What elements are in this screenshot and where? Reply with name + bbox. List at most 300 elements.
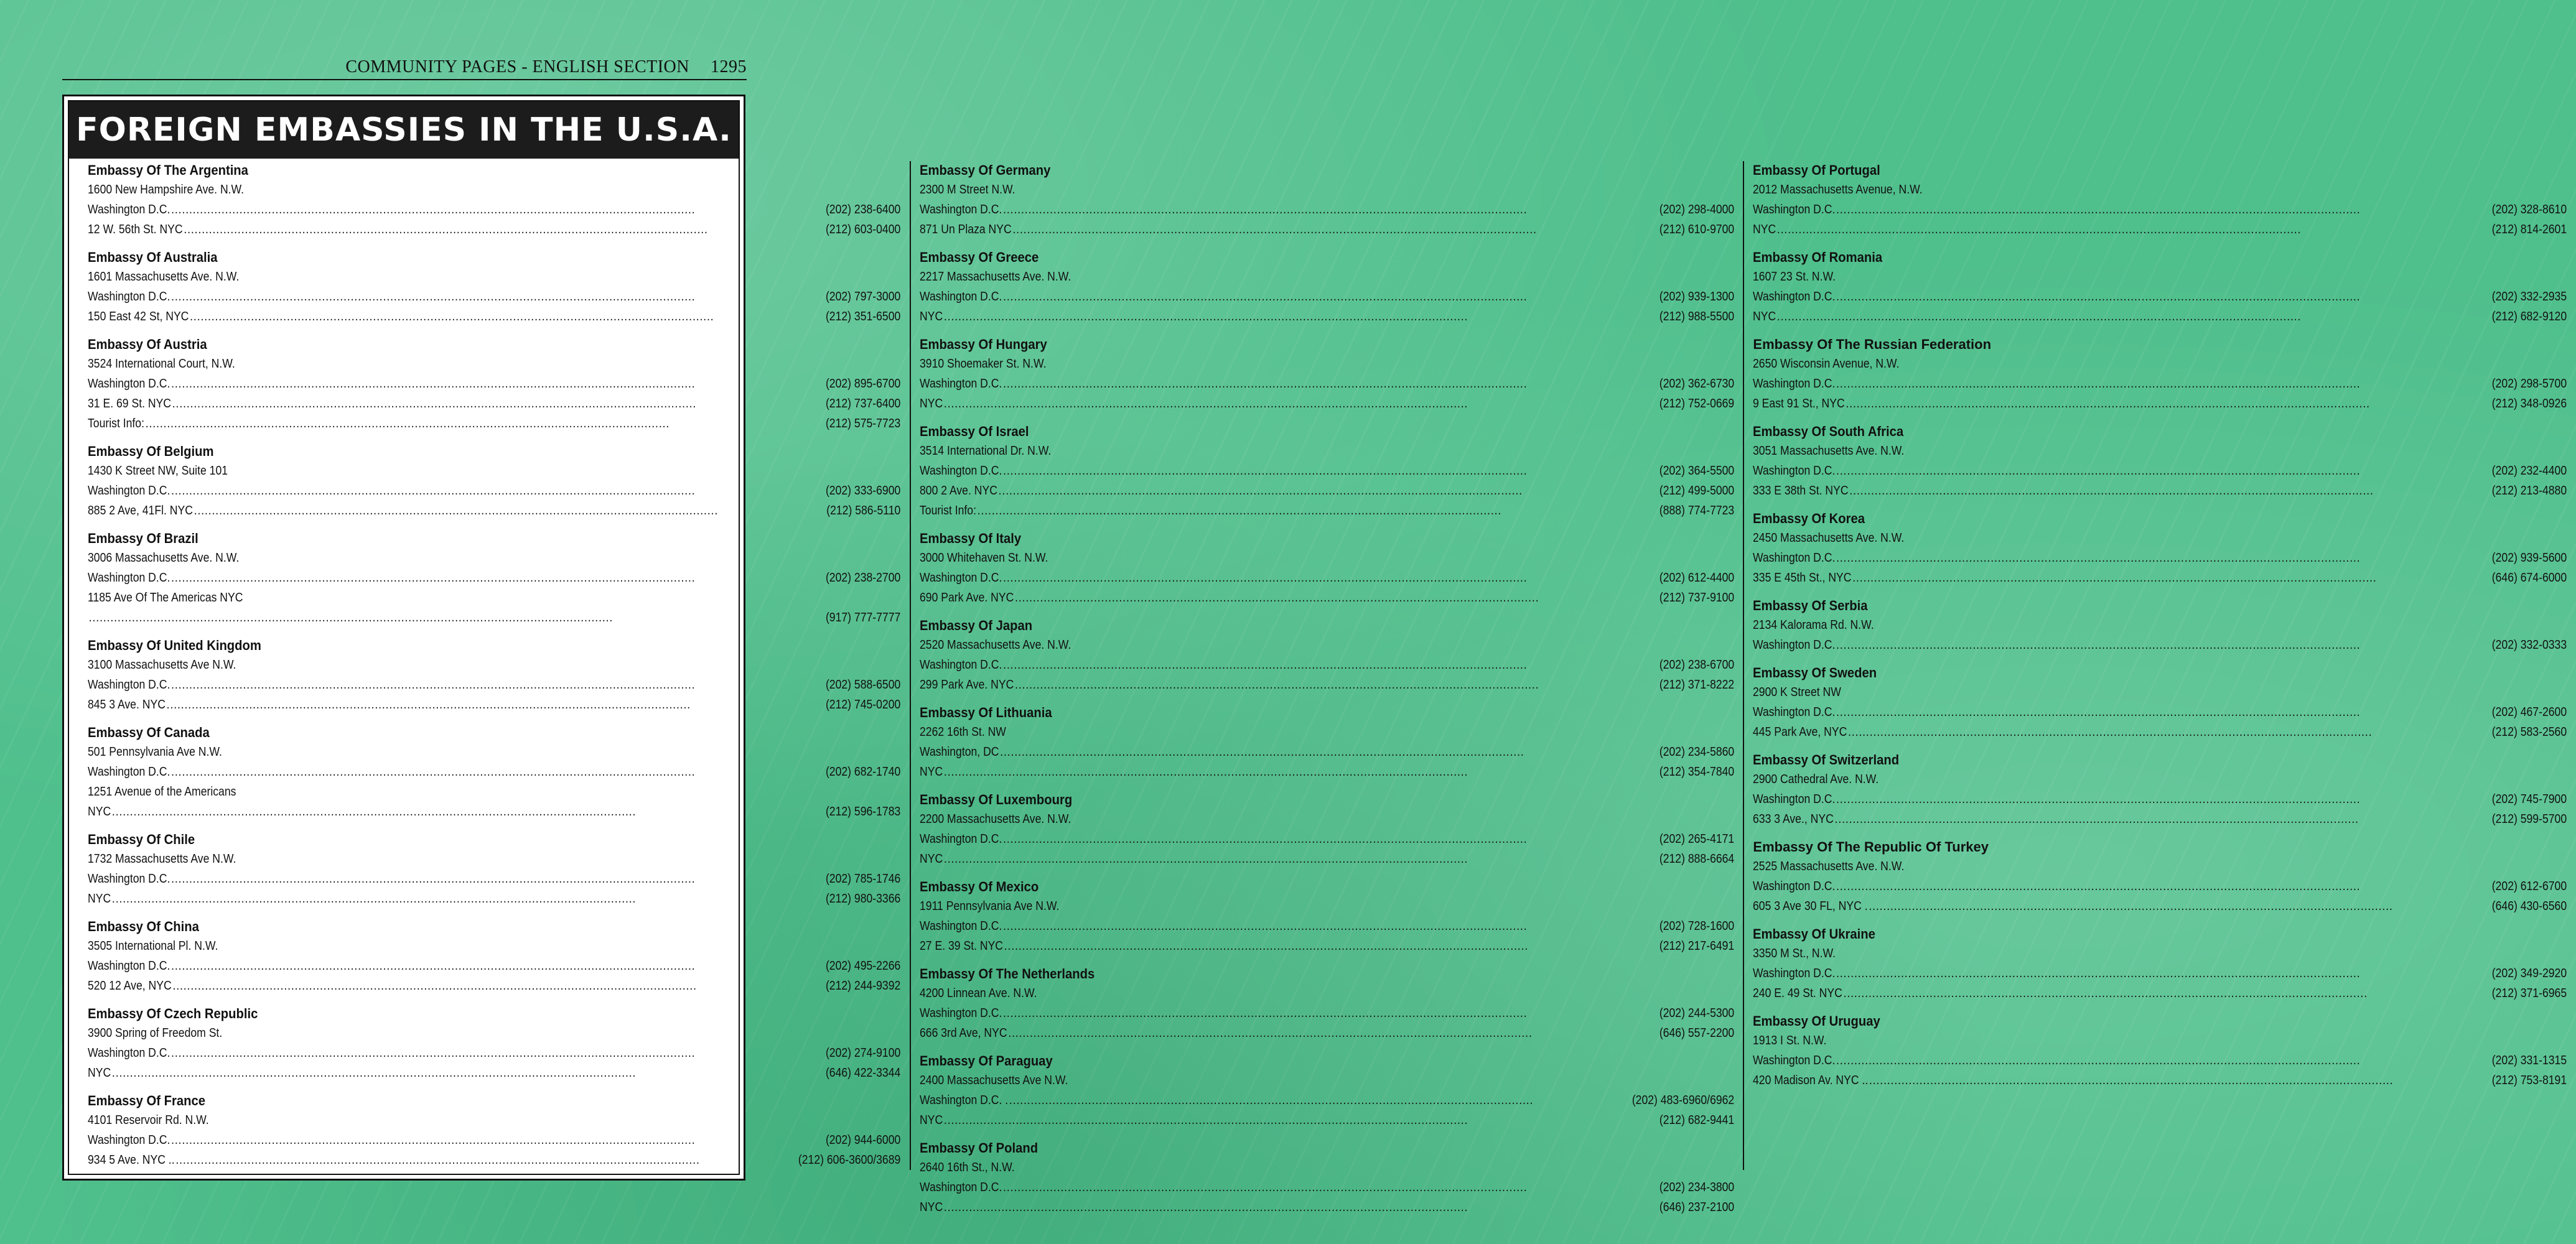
- phone-row: [88, 1130, 900, 1150]
- embassy-address-extra: 1185 Ave Of The Americas NYC: [88, 591, 243, 605]
- dot-leader: [1835, 809, 2491, 829]
- phone-row: [920, 220, 1734, 239]
- phone-number: (212) 745-0200: [825, 698, 901, 712]
- phone-number: (202) 298-5700: [2492, 377, 2567, 391]
- phone-row: [88, 374, 900, 394]
- phone-label: 666 3rd Ave, NYC: [919, 1026, 1007, 1040]
- embassy-entry: [88, 248, 901, 327]
- embassy-entry: [920, 161, 1735, 239]
- embassy-entry: [1753, 1012, 2567, 1090]
- dot-leader: [998, 481, 1658, 501]
- dot-leader: [1837, 374, 2491, 394]
- embassy-address: 3524 International Court, N.W.: [88, 357, 235, 371]
- phone-number: (202) 364-5500: [1659, 464, 1734, 478]
- embassy-address: 2525 Massachusetts Ave. N.W.: [1753, 860, 1905, 873]
- phone-label: 335 E 45th St., NYC: [1753, 571, 1852, 585]
- phone-label: Washington D.C.: [88, 1133, 170, 1147]
- dot-leader: [112, 889, 824, 909]
- embassy-entry: [920, 529, 1735, 608]
- phone-number: (202) 939-1300: [1659, 290, 1734, 304]
- embassy-address: 3051 Massachusetts Ave. N.W.: [1753, 444, 1905, 458]
- phone-label: 885 2 Ave, 41Fl. NYC: [88, 504, 193, 518]
- phone-number: (202) 362-6730: [1659, 377, 1734, 391]
- phone-label: NYC: [88, 892, 111, 906]
- embassy-address: 1430 K Street NW, Suite 101: [88, 464, 228, 478]
- embassy-address: 2134 Kalorama Rd. N.W.: [1753, 618, 1875, 632]
- phone-label: 871 Un Plaza NYC: [919, 223, 1012, 236]
- embassy-entry: [920, 791, 1735, 869]
- phone-row: [920, 1110, 1734, 1130]
- phone-row: [920, 829, 1734, 849]
- embassy-address: 1732 Massachusetts Ave N.W.: [88, 852, 236, 866]
- phone-row: [88, 220, 900, 239]
- embassy-directory-frame: [62, 95, 2567, 1214]
- phone-number: (646) 422-3344: [825, 1066, 901, 1080]
- phone-row: [1753, 307, 2567, 327]
- dot-leader: [1003, 461, 1658, 481]
- phone-number: (202) 944-6000: [825, 1133, 901, 1147]
- embassy-address: 2200 Massachusetts Ave. N.W.: [919, 812, 1071, 826]
- embassy-name: Embassy Of Switzerland: [1753, 752, 1900, 768]
- phone-row: [920, 461, 1734, 481]
- title-bar: [69, 101, 739, 159]
- phone-label: Washington D.C.: [88, 959, 170, 973]
- phone-row: [88, 762, 900, 782]
- dot-leader: [1003, 829, 1658, 849]
- section-title: COMMUNITY PAGES - ENGLISH SECTION: [345, 57, 689, 77]
- phone-label: NYC: [1753, 310, 1776, 323]
- dot-leader: [1003, 200, 1658, 220]
- phone-label: NYC: [1753, 223, 1776, 236]
- phone-row: [88, 889, 900, 909]
- dot-leader: [1009, 1090, 1631, 1110]
- phone-row: [88, 394, 900, 414]
- phone-row: [920, 675, 1734, 695]
- phone-label: Washington D.C. .: [919, 1093, 1008, 1107]
- page-number: 1295: [711, 57, 747, 77]
- phone-row: [920, 501, 1734, 521]
- phone-number: (202) 238-6400: [825, 203, 901, 216]
- dot-leader: [171, 1130, 824, 1150]
- phone-label: Washington D.C.: [88, 678, 170, 692]
- phone-number: (212) 980-3366: [825, 892, 901, 906]
- phone-label: 845 3 Ave. NYC: [88, 698, 166, 712]
- phone-number: (212) 583-2560: [2492, 725, 2567, 739]
- embassy-name: Embassy Of The Argentina: [88, 162, 248, 178]
- embassy-entry: [88, 830, 901, 909]
- phone-row: [1753, 722, 2567, 742]
- embassy-address: 1607 23 St. N.W.: [1753, 270, 1836, 284]
- dot-leader: [1008, 1023, 1658, 1043]
- embassy-entry: [1753, 664, 2567, 742]
- embassy-entry: [1753, 161, 2567, 239]
- phone-label: Washington D.C.: [88, 377, 170, 391]
- dot-leader: [172, 976, 824, 996]
- phone-label: Washington D.C.: [1753, 1054, 1836, 1067]
- phone-number: (888) 774-7723: [1659, 504, 1734, 518]
- phone-row: [1753, 548, 2567, 568]
- embassy-address: 3910 Shoemaker St. N.W.: [919, 357, 1047, 371]
- phone-row: [1753, 1070, 2567, 1090]
- embassy-name: Embassy Of Australia: [88, 249, 218, 265]
- phone-number: (646) 237-2100: [1659, 1200, 1734, 1214]
- embassy-entry: [920, 335, 1735, 414]
- embassy-entry: [1753, 248, 2567, 327]
- embassy-name: Embassy Of Belgium: [88, 443, 214, 459]
- phone-row: [1753, 635, 2567, 655]
- embassy-entry: [88, 723, 901, 822]
- phone-row: [88, 200, 900, 220]
- phone-row: [920, 1003, 1734, 1023]
- dot-leader: [171, 374, 824, 394]
- phone-row: [920, 307, 1734, 327]
- phone-number: (202) 274-9100: [825, 1046, 901, 1060]
- phone-number: (212) 603-0400: [825, 223, 901, 236]
- embassy-name: Embassy Of Luxembourg: [919, 792, 1072, 807]
- dot-leader: [1003, 568, 1658, 588]
- phone-number: (202) 728-1600: [1659, 919, 1734, 933]
- phone-label: 934 5 Ave. NYC ..: [88, 1153, 175, 1167]
- dot-leader: [1846, 394, 2491, 414]
- phone-label: Washington D.C.: [919, 1006, 1002, 1020]
- embassy-name: Embassy Of Canada: [88, 725, 210, 740]
- phone-number: (202) 612-6700: [2492, 880, 2567, 893]
- dot-leader: [944, 849, 1658, 869]
- phone-number: (646) 430-6560: [2492, 899, 2567, 913]
- embassy-entry: [1753, 422, 2567, 501]
- dot-leader: [89, 608, 824, 628]
- embassy-name: Embassy Of Germany: [919, 162, 1051, 178]
- dot-leader: [1848, 722, 2491, 742]
- phone-label: 800 2 Ave. NYC: [919, 484, 997, 498]
- phone-number: (202) 234-5860: [1659, 745, 1734, 759]
- phone-label: NYC: [919, 310, 943, 323]
- phone-label: NYC: [919, 1200, 943, 1214]
- phone-number: (202) 612-4400: [1659, 571, 1734, 585]
- embassy-name: Embassy Of Chile: [88, 832, 195, 847]
- embassy-address: 1600 New Hampshire Ave. N.W.: [88, 183, 245, 197]
- embassy-name: Embassy Of Hungary: [919, 337, 1047, 352]
- phone-label: 445 Park Ave, NYC: [1753, 725, 1847, 739]
- phone-label: NYC: [919, 765, 943, 779]
- dot-leader: [112, 802, 824, 822]
- embassy-entry: [1753, 335, 2567, 414]
- dot-leader: [1837, 1051, 2491, 1070]
- phone-label: Washington D.C.: [1753, 203, 1836, 216]
- dot-leader: [1837, 635, 2491, 655]
- phone-number: (202) 483-6960/6962: [1631, 1093, 1734, 1107]
- running-header: [62, 53, 747, 77]
- phone-row: [88, 1150, 900, 1170]
- column-2: [910, 161, 1743, 1214]
- phone-row: [1753, 568, 2567, 588]
- dot-leader: [1837, 461, 2491, 481]
- phone-number: (202) 797-3000: [825, 290, 901, 304]
- phone-label: Washington D.C.: [88, 290, 170, 304]
- phone-number: (212) 575-7723: [825, 417, 901, 430]
- phone-row: [1753, 963, 2567, 983]
- phone-label: Washington D.C.: [1753, 290, 1836, 304]
- embassy-address: 3100 Massachusetts Ave N.W.: [88, 658, 236, 672]
- embassy-entry: [1753, 925, 2567, 1003]
- phone-number: (212) 888-6664: [1659, 852, 1734, 866]
- phone-number: (212) 348-0926: [2492, 397, 2567, 411]
- embassy-name: Embassy Of Austria: [88, 337, 207, 352]
- embassy-name: Embassy Of Mexico: [919, 879, 1038, 894]
- phone-number: (212) 351-6500: [825, 310, 901, 323]
- embassy-name: Embassy Of Portugal: [1753, 162, 1881, 178]
- phone-number: (212) 988-5500: [1659, 310, 1734, 323]
- phone-row: [920, 762, 1734, 782]
- dot-leader: [1777, 220, 2491, 239]
- phone-row: [920, 1023, 1734, 1043]
- embassy-address: 2520 Massachusetts Ave. N.W.: [919, 638, 1071, 652]
- phone-row: [1753, 287, 2567, 307]
- dot-leader: [977, 501, 1658, 521]
- column-3: [1743, 161, 2576, 1170]
- phone-label: Washington D.C.: [1753, 377, 1836, 391]
- phone-label: Washington D.C.: [88, 571, 170, 585]
- dot-leader: [1015, 588, 1658, 608]
- phone-label: NYC: [919, 1113, 943, 1127]
- dot-leader: [171, 481, 824, 501]
- embassy-address: 2450 Massachusetts Ave. N.W.: [1753, 531, 1905, 545]
- phone-number: (646) 557-2200: [1659, 1026, 1734, 1040]
- phone-label: 27 E. 39 St. NYC: [919, 939, 1003, 953]
- embassy-address: 1911 Pennsylvania Ave N.W.: [919, 899, 1060, 913]
- phone-row: [920, 849, 1734, 869]
- dot-leader: [171, 762, 824, 782]
- phone-number: (202) 331-1315: [2492, 1054, 2567, 1067]
- phone-label: Washington D.C.: [1753, 792, 1836, 806]
- phone-label: 605 3 Ave 30 FL, NYC .: [1753, 899, 1868, 913]
- phone-number: (202) 588-6500: [825, 678, 901, 692]
- phone-label: NYC: [919, 397, 943, 411]
- phone-row: [88, 1063, 900, 1083]
- embassy-address: 3006 Massachusetts Ave. N.W.: [88, 551, 240, 565]
- phone-row: [88, 287, 900, 307]
- phone-row: [1753, 200, 2567, 220]
- phone-number: (212) 599-5700: [2492, 812, 2567, 826]
- dot-leader: [1777, 307, 2491, 327]
- embassy-address: 3900 Spring of Freedom St.: [88, 1026, 223, 1040]
- phone-row: [1753, 702, 2567, 722]
- dot-leader: [1837, 789, 2491, 809]
- phone-number: (202) 232-4400: [2492, 464, 2567, 478]
- phone-label: 633 3 Ave., NYC: [1753, 812, 1834, 826]
- embassy-name: Embassy Of Sweden: [1753, 665, 1877, 680]
- phone-number: (212) 499-5000: [1659, 484, 1734, 498]
- dot-leader: [146, 414, 824, 434]
- embassy-address: 2012 Massachusetts Avenue, N.W.: [1753, 183, 1923, 197]
- phone-row: [920, 588, 1734, 608]
- phone-label: Washington D.C.: [919, 464, 1002, 478]
- phone-row: [88, 1043, 900, 1063]
- phone-number: (646) 674-6000: [2492, 571, 2567, 585]
- phone-number: (202) 785-1746: [825, 872, 901, 886]
- phone-number: (212) 753-8191: [2492, 1074, 2567, 1087]
- phone-number: (212) 682-9120: [2492, 310, 2567, 323]
- phone-label: Washington, DC: [919, 745, 999, 759]
- embassy-name: Embassy Of Israel: [919, 424, 1029, 439]
- embassy-entry: [920, 422, 1735, 521]
- embassy-entry: [88, 442, 901, 521]
- embassy-address: 4200 Linnean Ave. N.W.: [919, 986, 1037, 1000]
- embassy-address: 2400 Massachusetts Ave N.W.: [919, 1074, 1068, 1087]
- embassy-name: Embassy Of Brazil: [88, 531, 198, 546]
- embassy-entry: [1753, 596, 2567, 655]
- frame-inner: [68, 100, 2567, 1214]
- phone-number: (202) 745-7900: [2492, 792, 2567, 806]
- embassy-entry: [920, 878, 1735, 956]
- embassy-name: Embassy Of Paraguay: [919, 1053, 1053, 1069]
- dot-leader: [1003, 1003, 1658, 1023]
- dot-leader: [944, 1197, 1658, 1217]
- embassy-entry: [1753, 751, 2567, 829]
- embassy-entry: [88, 335, 901, 434]
- embassy-entry: [88, 529, 901, 628]
- phone-label: Washington D.C.: [919, 290, 1002, 304]
- dot-leader: [1837, 548, 2491, 568]
- dot-leader: [1837, 963, 2491, 983]
- embassy-address: 2650 Wisconsin Avenue, N.W.: [1753, 357, 1900, 371]
- phone-number: (202) 265-4171: [1659, 832, 1734, 846]
- dot-leader: [944, 394, 1658, 414]
- embassy-name: Embassy Of China: [88, 919, 199, 934]
- header-rule: [62, 79, 747, 80]
- dot-leader: [1000, 742, 1658, 762]
- embassy-entry: [88, 917, 901, 996]
- dot-leader: [1837, 287, 2491, 307]
- embassy-address: 1913 I St. N.W.: [1753, 1034, 1827, 1047]
- phone-row: [920, 936, 1734, 956]
- dot-leader: [175, 1150, 797, 1170]
- phone-label: 9 East 91 St., NYC: [1753, 397, 1846, 411]
- phone-label: 690 Park Ave. NYC: [919, 591, 1014, 605]
- dot-leader: [1004, 936, 1658, 956]
- embassy-name: Embassy Of Ukraine: [1753, 926, 1876, 942]
- phone-row: [1753, 481, 2567, 501]
- dot-leader: [1003, 374, 1658, 394]
- phone-label: 520 12 Ave, NYC: [88, 979, 172, 993]
- phone-number: (212) 586-5110: [826, 504, 901, 518]
- embassy-address: 2640 16th St., N.W.: [919, 1161, 1015, 1174]
- phone-number: (212) 371-6965: [2492, 986, 2567, 1000]
- embassy-entry: [920, 965, 1735, 1043]
- phone-row: [1753, 896, 2567, 916]
- phone-row: [88, 869, 900, 889]
- embassy-entry: [920, 1139, 1735, 1217]
- dot-leader: [171, 200, 824, 220]
- embassy-address: 1601 Massachusetts Ave. N.W.: [88, 270, 240, 284]
- phone-number: (917) 777-7777: [825, 611, 901, 624]
- embassy-name: Embassy Of France: [88, 1093, 206, 1108]
- phone-number: (212) 737-9100: [1659, 591, 1734, 605]
- dot-leader: [171, 568, 824, 588]
- phone-label: Tourist Info:: [88, 417, 144, 430]
- dot-leader: [1837, 876, 2491, 896]
- embassy-name: Embassy Of Greece: [919, 249, 1039, 265]
- embassy-name: Embassy Of Japan: [919, 618, 1032, 633]
- phone-row: [1753, 1051, 2567, 1070]
- embassy-entry: [88, 1005, 901, 1083]
- phone-row: [920, 481, 1734, 501]
- embassy-name: Embassy Of Korea: [1753, 511, 1865, 526]
- phone-number: (212) 213-4880: [2492, 484, 2567, 498]
- phone-row: [1753, 876, 2567, 896]
- phone-row: [88, 976, 900, 996]
- phone-row: [88, 568, 900, 588]
- embassy-address: 3505 International Pl. N.W.: [88, 939, 218, 953]
- phone-number: (202) 332-2935: [2492, 290, 2567, 304]
- phone-label: 420 Madison Av. NYC ..: [1753, 1074, 1869, 1087]
- embassy-address: 4101 Reservoir Rd. N.W.: [88, 1113, 209, 1127]
- phone-row: [88, 956, 900, 976]
- phone-row: [920, 200, 1734, 220]
- phone-row: [1753, 220, 2567, 239]
- phone-row: [88, 802, 900, 822]
- embassy-address: 2900 Cathedral Ave. N.W.: [1753, 773, 1879, 786]
- phone-number: (202) 244-5300: [1659, 1006, 1734, 1020]
- phone-label: Washington D.C.: [88, 872, 170, 886]
- embassy-name: Embassy Of The Netherlands: [919, 966, 1094, 982]
- phone-number: (202) 332-0333: [2492, 638, 2567, 652]
- phone-number: (212) 217-6491: [1659, 939, 1734, 953]
- phone-number: (212) 371-8222: [1659, 678, 1734, 692]
- embassy-address: 3000 Whitehaven St. N.W.: [919, 551, 1048, 565]
- dot-leader: [171, 1043, 824, 1063]
- dot-leader: [171, 675, 824, 695]
- embassy-entry: [1753, 838, 2567, 916]
- phone-row: [920, 394, 1734, 414]
- phone-number: (202) 349-2920: [2492, 967, 2567, 980]
- phone-label: NYC: [919, 852, 943, 866]
- phone-row: [1753, 789, 2567, 809]
- dot-leader: [190, 307, 824, 327]
- dot-leader: [1003, 287, 1658, 307]
- phone-row: [88, 414, 900, 434]
- dot-leader: [944, 762, 1658, 782]
- dot-leader: [112, 1063, 824, 1083]
- phone-row: [920, 742, 1734, 762]
- phone-number: (202) 939-5600: [2492, 551, 2567, 565]
- embassy-name: Embassy Of Serbia: [1753, 598, 1868, 613]
- phone-label: Washington D.C.: [919, 919, 1002, 933]
- phone-row: [1753, 809, 2567, 829]
- embassy-entry: [920, 1052, 1735, 1130]
- phone-number: (202) 238-2700: [825, 571, 901, 585]
- phone-number: (202) 333-6900: [825, 484, 901, 498]
- phone-label: Washington D.C.: [88, 1046, 170, 1060]
- phone-row: [88, 608, 900, 628]
- embassy-name: Embassy Of Poland: [919, 1140, 1038, 1156]
- phone-label: Washington D.C.: [1753, 880, 1836, 893]
- dot-leader: [184, 220, 824, 239]
- embassy-address: 2300 M Street N.W.: [919, 183, 1015, 197]
- phone-row: [88, 307, 900, 327]
- dot-leader: [1844, 983, 2491, 1003]
- embassy-entry: [88, 636, 901, 715]
- embassy-address: 501 Pennsylvania Ave N.W.: [88, 745, 222, 759]
- dot-leader: [1869, 1070, 2491, 1090]
- phone-label: Washington D.C.: [919, 377, 1002, 391]
- phone-label: 240 E. 49 St. NYC: [1753, 986, 1843, 1000]
- dot-leader: [1012, 220, 1658, 239]
- phone-number: (212) 682-9441: [1659, 1113, 1734, 1127]
- phone-label: 31 E. 69 St. NYC: [88, 397, 172, 411]
- phone-label: Washington D.C.: [1753, 551, 1836, 565]
- phone-row: [920, 1177, 1734, 1197]
